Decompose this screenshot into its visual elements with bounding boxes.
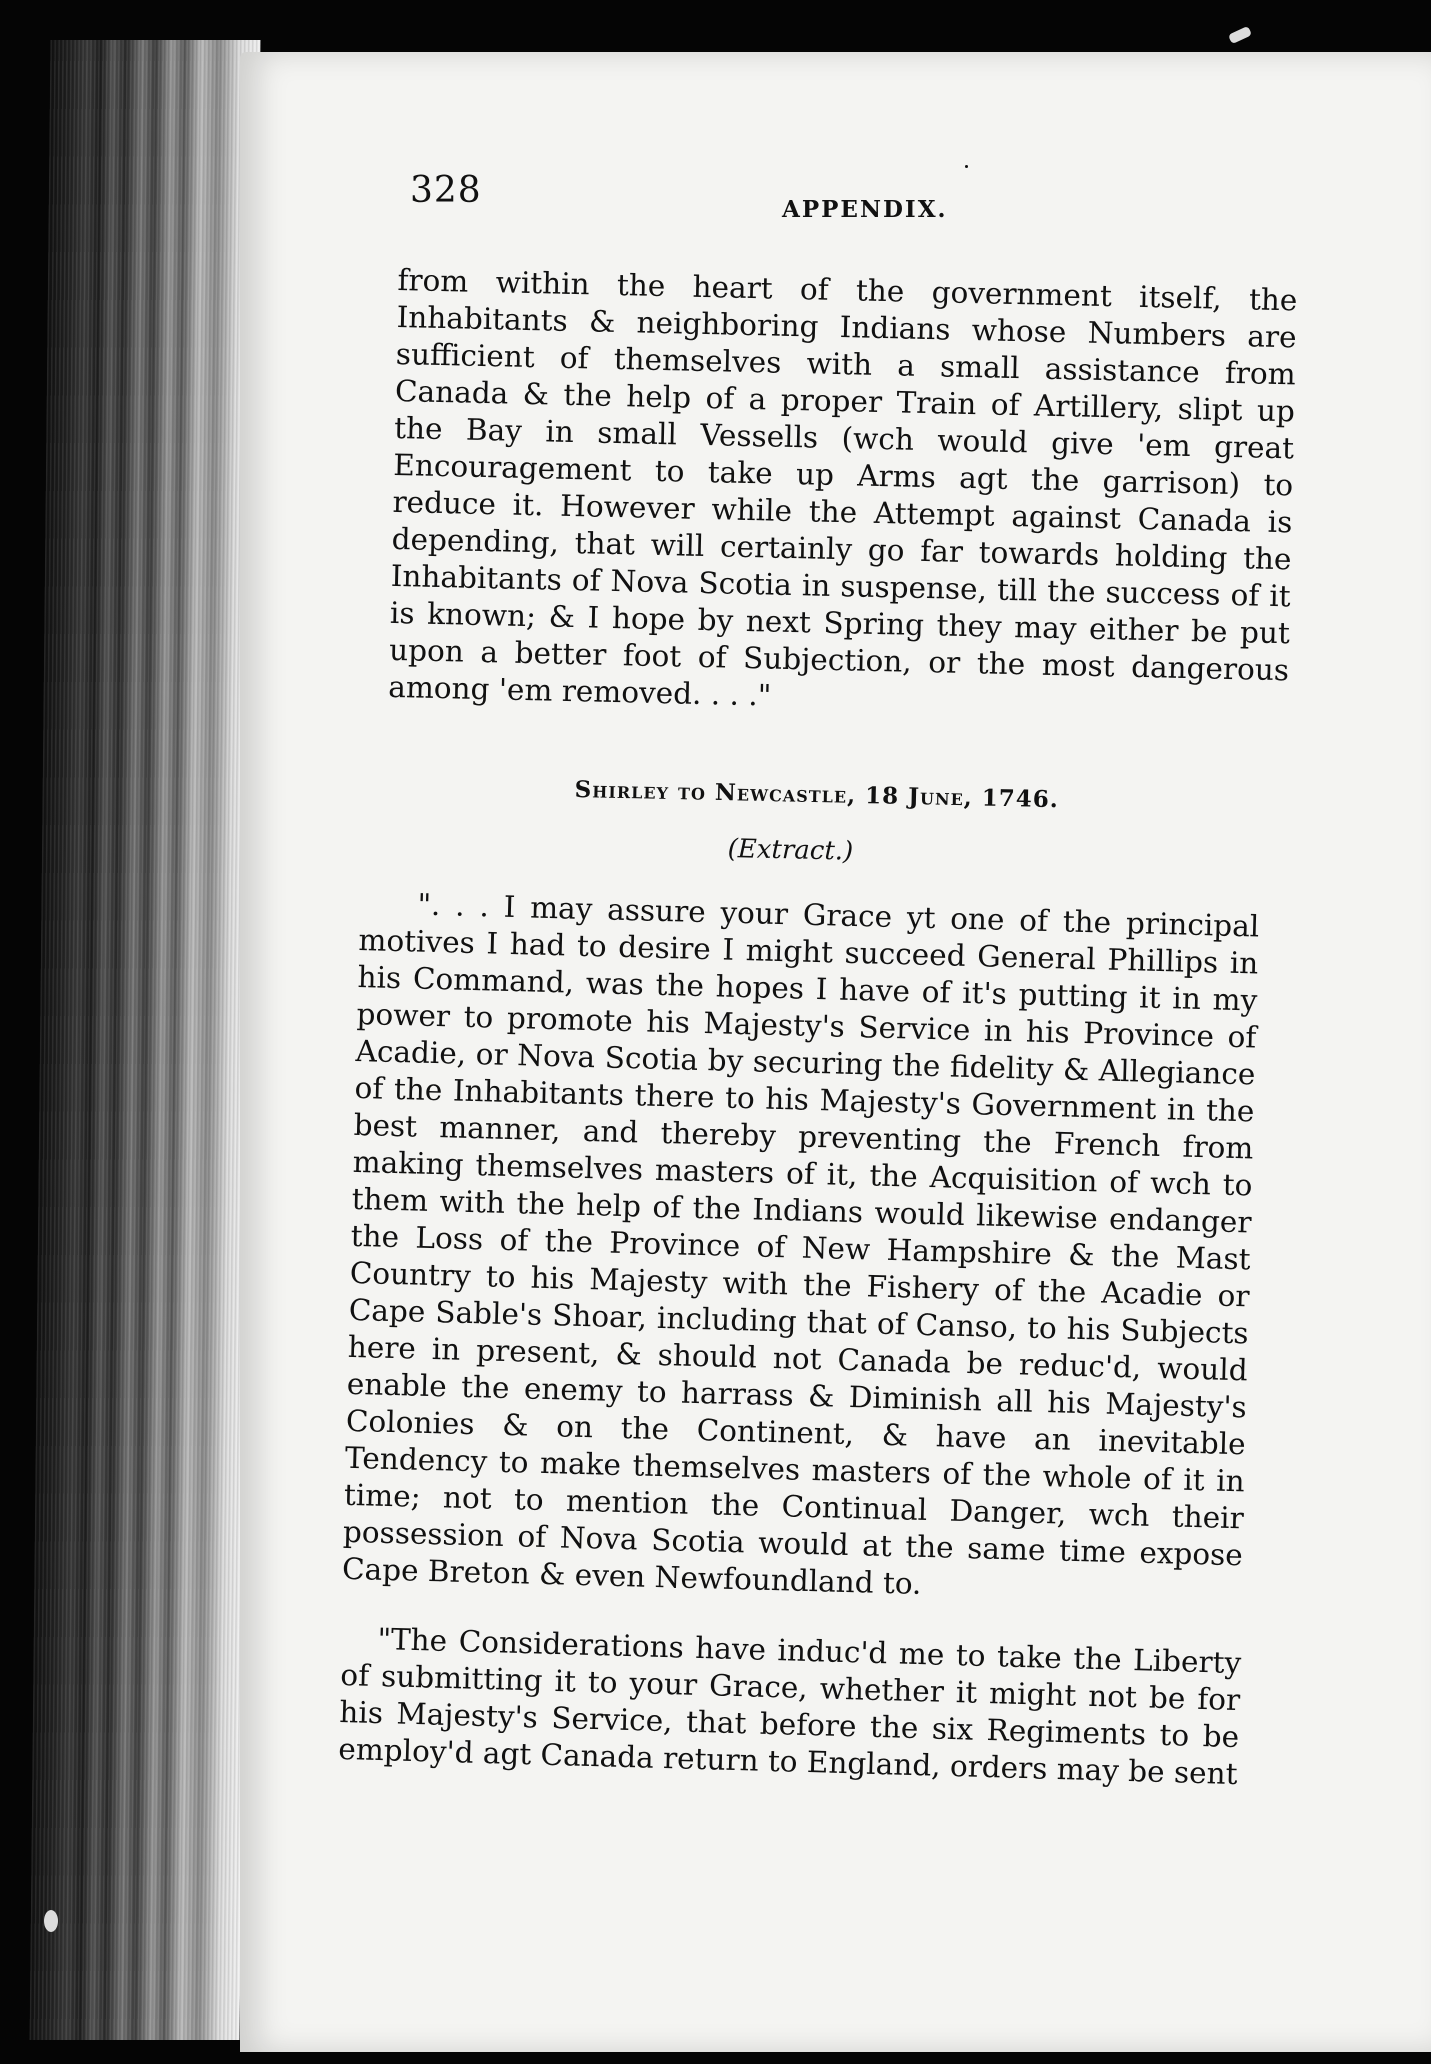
paragraph-continued: from within the heart of the government itself, the Inhabitants & neighboring Indians whose Numbers are sufficient of themselves with a small assistance from Canada & the help of a proper Train of Artillery, slipt up the Bay in small Vessells (wch would give 'em great Encouragement to take up Arms agt the garrison) to reduce it. However while the Attempt against Canada is depending, that will certainly go far towards holding the Inhabitants of Nova Scotia in suspense, till the success of it is known; & I hope by next Spring they may either be put upon a better foot of Subjection, or the most dangerous among 'em removed. . . ."	[387, 262, 1298, 713]
section-heading: Shirley to Newcastle, 18 June, 1746.	[574, 776, 1060, 814]
letter-extract-paragraph-2: "The Considerations have induc'd me to take the Liberty of submitting it to your Grace, whether it might not be for his Majesty's Service, that before the six Regiments to be employ'd agt Canada return to England, orders may be sent	[337, 1622, 1242, 1792]
book-page-edges	[30, 40, 261, 2040]
section-subheading: (Extract.)	[727, 834, 854, 867]
letter-extract-paragraph: ". . . I may assure your Grace yt one of the principal motives I had to desire I might succeed General Phillips in his Command, was the hopes I have of it's putting it in my power to promote his Majesty's Service in his Province of Acadie, or Nova Scotia by securing the fidelity & Allegiance of the Inhabitants there to his Majesty's Government in the best manner, and thereby preventing the French from making themselves masters of it, the Acquisition of wch to them with the help of the Indians would likewise endanger the Loss of the Province of New Hampshire & the Mast Country to his Majesty with the Fishery of the Acadie or Cape Sable's Shoar, including that of Canso, to his Subjects here in present, & should not Canada be reduc'd, would enable the enemy to harrass & Diminish all his Majesty's Colonies & on the Continent, & have an inevitable Tendency to make themselves masters of the whole of it in time; not to mention the Continual Danger, wch their possession of Nova Scotia would at the same time expose Cape Breton & even Newfoundland to.	[341, 887, 1260, 1601]
running-head: APPENDIX.	[782, 196, 948, 223]
scan-speck	[965, 165, 968, 168]
scan-speck	[44, 1910, 58, 1932]
page-number: 328	[410, 170, 482, 211]
